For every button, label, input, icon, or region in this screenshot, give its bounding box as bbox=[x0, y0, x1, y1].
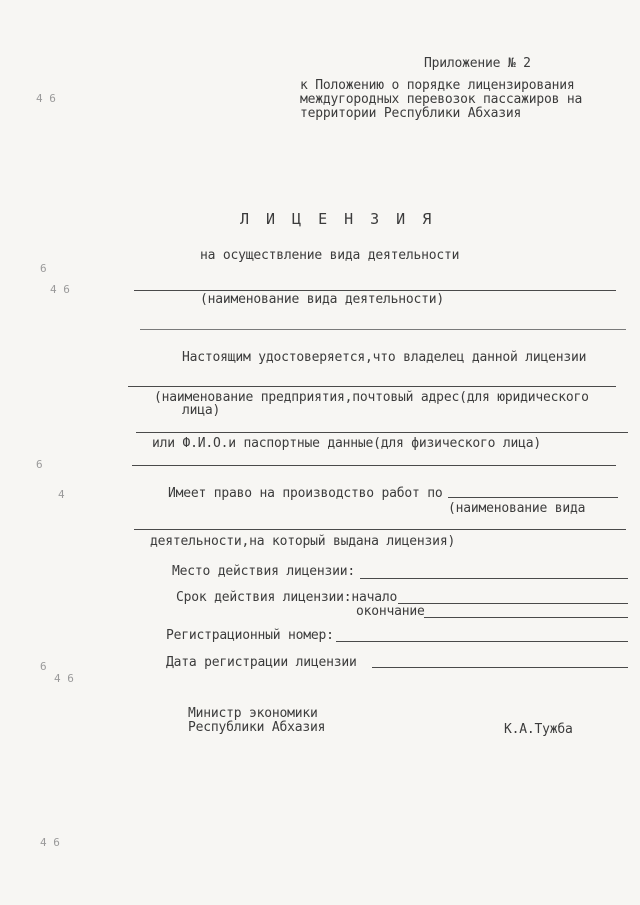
header-line-2: междугородных перевозок пассажиров на bbox=[300, 92, 583, 107]
header-line-3: территории Республики Абхазия bbox=[300, 106, 522, 121]
activity-line bbox=[134, 290, 616, 291]
place-line bbox=[360, 578, 628, 579]
right-text: Имеет право на производство работ по bbox=[168, 486, 443, 501]
signatory-position-1: Министр экономики bbox=[188, 706, 318, 721]
signatory-position-2: Республики Абхазия bbox=[188, 720, 326, 735]
activity-line-2 bbox=[140, 329, 626, 330]
document-title: ЛИЦЕНЗИЯ bbox=[240, 210, 449, 228]
margin-mark: 6 bbox=[40, 262, 47, 275]
margin-mark: 4 6 bbox=[36, 92, 56, 105]
signatory-name: К.А.Тужба bbox=[504, 722, 573, 737]
appendix-label: Приложение № 2 bbox=[424, 56, 531, 71]
margin-mark: 4 6 bbox=[54, 672, 74, 685]
document-subtitle: на осуществление вида деятельности bbox=[200, 248, 460, 263]
person-hint: или Ф.И.О.и паспортные данные(для физического лица) bbox=[152, 436, 541, 451]
margin-mark: 6 bbox=[36, 458, 43, 471]
margin-mark: 4 6 bbox=[40, 836, 60, 849]
term-line bbox=[398, 603, 628, 604]
margin-mark: 4 6 bbox=[50, 283, 70, 296]
enterprise-line bbox=[128, 386, 616, 387]
reg-number-label: Регистрационный номер: bbox=[166, 628, 334, 643]
enterprise-hint-1: (наименование предприятия,почтовый адрес(для юридического bbox=[154, 390, 589, 405]
certify-text: Настоящим удостоверяется,что владелец данной лицензии bbox=[182, 350, 587, 365]
margin-mark: 4 bbox=[58, 488, 65, 501]
term-end-label: окончание bbox=[356, 604, 425, 619]
place-label: Место действия лицензии: bbox=[172, 564, 356, 579]
person-line-2 bbox=[132, 465, 616, 466]
reg-date-line bbox=[372, 667, 628, 668]
term-label: Срок действия лицензии:начало bbox=[176, 590, 398, 605]
person-line bbox=[136, 432, 628, 433]
activity-hint: (наименование вида деятельности) bbox=[200, 292, 445, 307]
header-line-1: к Положению о порядке лицензирования bbox=[300, 78, 575, 93]
reg-number-line bbox=[336, 641, 628, 642]
right-hint-1: (наименование вида bbox=[448, 501, 586, 516]
enterprise-hint-2: лица) bbox=[182, 403, 221, 418]
reg-date-label: Дата регистрации лицензии bbox=[166, 655, 357, 670]
right-line-2 bbox=[134, 529, 626, 530]
margin-mark: 6 bbox=[40, 660, 47, 673]
right-hint-2: деятельности,на который выдана лицензия) bbox=[150, 534, 456, 549]
term-end-line bbox=[424, 617, 628, 618]
right-line bbox=[448, 497, 618, 498]
